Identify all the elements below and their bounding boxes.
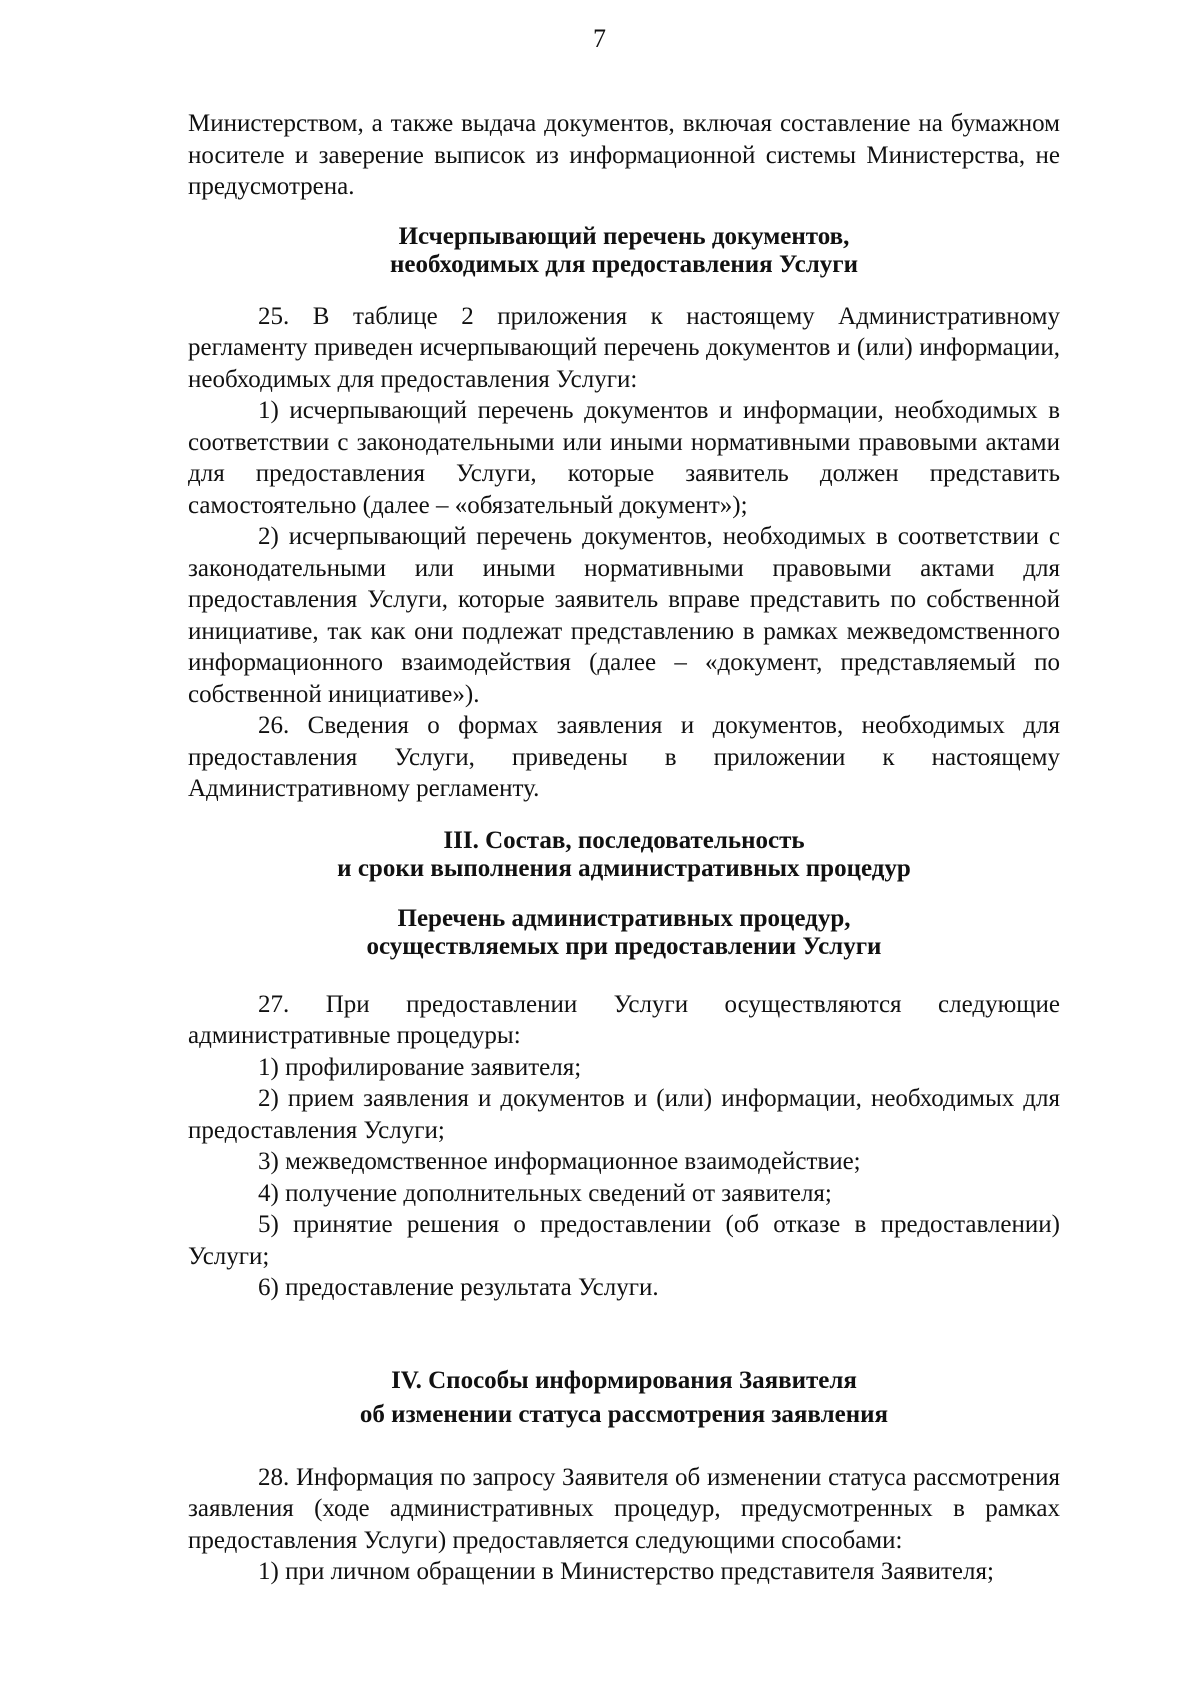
paragraph-27: 27. При предоставлении Услуги осуществляются следующие административные процедуры: bbox=[188, 990, 1060, 1049]
paragraph-25-item-1: 1) исчерпывающий перечень документов и информации, необходимых в соответствии с законодательными или иными нормативными правовыми актами для предоставления Услуги, которые заявитель должен представить самостоятельно (далее – «обязательный документ»); bbox=[188, 397, 1060, 519]
heading-line: и сроки выполнения административных процедур bbox=[337, 854, 911, 882]
paragraph-25-item-2: 2) исчерпывающий перечень документов, необходимых в соответствии с законодательными или иными нормативными правовыми актами для предоставления Услуги, которые заявитель вправе представить по собственной инициативе, так как они подлежат представлению в рамках межведомственного информационного взаимодействия (далее – «документ, представляемый по собственной инициативе»). bbox=[188, 523, 1060, 708]
paragraph-28-item-1: 1) при личном обращении в Министерство представителя Заявителя; bbox=[258, 1558, 994, 1585]
section-heading-documents bbox=[188, 223, 1060, 279]
intro-paragraph: Министерством, а также выдача документов, включая составление на бумажном носителе и заверение выписок из информационной системы Министерства, не предусмотрена. bbox=[188, 110, 1060, 200]
heading-line: необходимых для предоставления Услуги bbox=[390, 250, 858, 278]
paragraph-25: 25. В таблице 2 приложения к настоящему Административному регламенту приведен исчерпывающий перечень документов и (или) информации, необходимых для предоставления Услуги: bbox=[188, 302, 1060, 393]
section-heading-iv bbox=[188, 1364, 1060, 1432]
page-number: 7 bbox=[593, 24, 607, 53]
heading-line: Перечень административных процедур, bbox=[397, 904, 851, 932]
paragraph-27-item: 1) профилирование заявителя; bbox=[258, 1053, 582, 1081]
paragraph-27-item: 2) прием заявления и документов и (или) информации, необходимых для предоставления Услуги; bbox=[188, 1085, 1060, 1144]
heading-line: IV. Способы информирования Заявителя bbox=[391, 1366, 857, 1394]
paragraph-27-item: 3) межведомственное информационное взаимодействие; bbox=[258, 1148, 861, 1175]
heading-line: III. Состав, последовательность bbox=[443, 826, 805, 854]
section-heading-iii bbox=[188, 827, 1060, 883]
section-heading-procedures bbox=[188, 905, 1060, 961]
paragraph-28: 28. Информация по запросу Заявителя об изменении статуса рассмотрения заявления (ходе административных процедур, предусмотренных в рамках предоставления Услуги) предоставляется следующими способами: bbox=[188, 1463, 1060, 1554]
heading-line: осуществляемых при предоставлении Услуги bbox=[366, 932, 882, 960]
document-body bbox=[188, 108, 1060, 1588]
paragraph-27-item: 4) получение дополнительных сведений от заявителя; bbox=[258, 1179, 832, 1207]
heading-line: об изменении статуса рассмотрения заявления bbox=[359, 1400, 889, 1428]
paragraph-27-item: 5) принятие решения о предоставлении (об отказе в предоставлении) Услуги; bbox=[188, 1211, 1060, 1270]
paragraph-26: 26. Сведения о формах заявления и документов, необходимых для предоставления Услуги, приведены в приложении к настоящему Административному регламенту. bbox=[188, 712, 1060, 802]
paragraph-27-item: 6) предоставление результата Услуги. bbox=[258, 1274, 659, 1301]
heading-line: Исчерпывающий перечень документов, bbox=[398, 222, 850, 250]
